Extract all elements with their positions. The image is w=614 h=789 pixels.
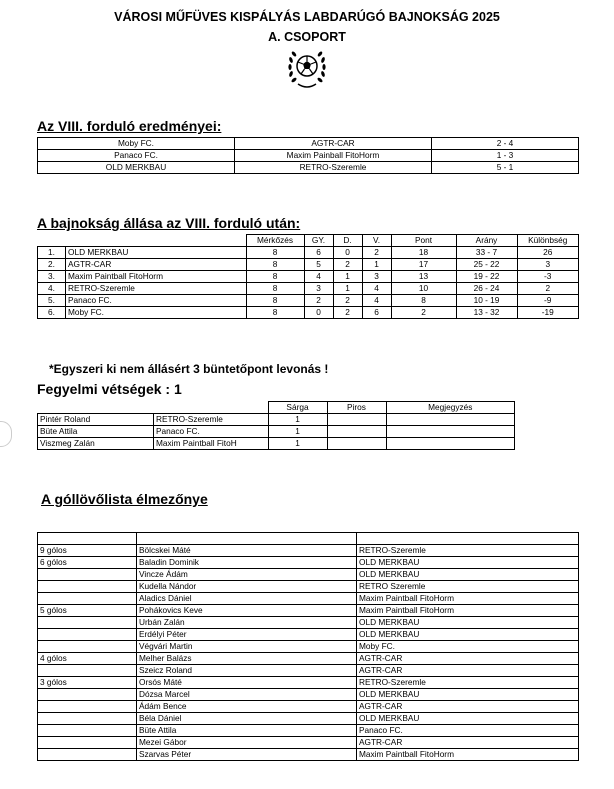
score: 5 - 1 [432,162,579,174]
goal-count: 9 gólos [38,545,137,557]
note [386,438,515,450]
team-name: Moby FC. [66,307,247,319]
position: 5. [38,295,66,307]
discipline-heading: Fegyelmi vétségek : 1 [37,381,182,397]
team-name: OLD MERKBAU [357,629,579,641]
team-name: Maxim Paintball FitoH [154,438,269,450]
position: 2. [38,259,66,271]
player-name: Vincze Ádám [137,569,357,581]
away-team: Maxim Painball FitoHorm [235,150,432,162]
home-team: Panaco FC. [38,150,235,162]
team-name: RETRO-Szeremle [357,545,579,557]
goal-count [38,689,137,701]
ratio: 26 - 24 [456,283,517,295]
goal-count [38,749,137,761]
page-subtitle: A. CSOPORT [268,30,346,44]
lost: 4 [362,295,391,307]
goal-count: 4 gólos [38,653,137,665]
table-row [38,438,515,450]
position: 6. [38,307,66,319]
table-row [38,295,579,307]
difference: -19 [517,307,579,319]
team-name: Maxim Paintball FitoHorm [357,749,579,761]
table-row [38,307,579,319]
standings-heading: A bajnokság állása az VIII. forduló után: [37,215,301,231]
player-name: Erdélyi Péter [137,629,357,641]
table-row [38,629,579,641]
yellow-cards: 1 [268,414,327,426]
scorers-table [37,532,579,761]
table-row [38,271,579,283]
points: 8 [391,295,456,307]
player-name: Mezei Gábor [137,737,357,749]
table-row [38,569,579,581]
team-name: RETRO-Szeremle [66,283,247,295]
goal-count: 3 gólos [38,677,137,689]
red-cards [327,426,386,438]
team-name: RETRO-Szeremle [154,414,269,426]
lost: 4 [362,283,391,295]
won: 2 [304,295,333,307]
table-row [38,749,579,761]
col-header: Sárga [268,402,327,414]
goal-count [38,665,137,677]
table-row [38,557,579,569]
team-name: Moby FC. [357,641,579,653]
table-row [38,725,579,737]
table-row [38,653,579,665]
table-header-row [38,402,515,414]
table-row [38,581,579,593]
team-name: OLD MERKBAU [357,689,579,701]
away-team: RETRO-Szeremle [235,162,432,174]
col-header: Különbség [517,235,579,247]
table-row [38,605,579,617]
player-name: Orsós Máté [137,677,357,689]
lost: 6 [362,307,391,319]
team-name: AGTR-CAR [357,737,579,749]
player-name: Urbán Zalán [137,617,357,629]
player-name: Béla Dániel [137,713,357,725]
team-name: Maxim Paintball FitoHorm [66,271,247,283]
goal-count [38,581,137,593]
player-name: Bölcskei Máté [137,545,357,557]
table-row [38,283,579,295]
goal-count [38,725,137,737]
team-name: RETRO-Szeremle [357,677,579,689]
table-row [38,150,579,162]
position: 4. [38,283,66,295]
goal-count [38,533,137,545]
difference: 2 [517,283,579,295]
points: 18 [391,247,456,259]
ratio: 33 - 7 [456,247,517,259]
team-name: RETRO Szeremle [357,581,579,593]
goal-count [38,629,137,641]
col-header: GY. [304,235,333,247]
difference: 26 [517,247,579,259]
goal-count [38,569,137,581]
yellow-cards: 1 [268,438,327,450]
table-row [38,533,579,545]
table-row [38,713,579,725]
played: 8 [246,283,304,295]
goal-count [38,737,137,749]
table-row [38,545,579,557]
goal-count [38,593,137,605]
results-heading: Az VIII. forduló eredményei: [37,118,222,134]
team-name: Panaco FC. [66,295,247,307]
scorers-heading: A góllövőlista élmezőnye [41,491,208,507]
played: 8 [246,259,304,271]
table-row [38,617,579,629]
draw: 2 [333,307,362,319]
table-row [38,414,515,426]
table-row [38,247,579,259]
col-header: V. [362,235,391,247]
draw: 1 [333,271,362,283]
table-row [38,677,579,689]
col-header: Mérkőzés [246,235,304,247]
player-name: Végvári Martin [137,641,357,653]
points: 10 [391,283,456,295]
goal-count: 6 gólos [38,557,137,569]
yellow-cards: 1 [268,426,327,438]
player-name: Szarvas Péter [137,749,357,761]
table-row [38,162,579,174]
red-cards [327,438,386,450]
draw: 2 [333,295,362,307]
player-name [137,533,357,545]
lost: 3 [362,271,391,283]
player-name: Pohákovics Keve [137,605,357,617]
player-name: Baladin Dominik [137,557,357,569]
lost: 2 [362,247,391,259]
goal-count [38,641,137,653]
away-team: AGTR-CAR [235,138,432,150]
team-name: Maxim Paintball FitoHorm [357,605,579,617]
col-header: Pont [391,235,456,247]
won: 5 [304,259,333,271]
played: 8 [246,247,304,259]
ratio: 13 - 32 [456,307,517,319]
player-name: Szeicz Roland [137,665,357,677]
home-team: OLD MERKBAU [38,162,235,174]
team-name [357,533,579,545]
team-name: OLD MERKBAU [357,569,579,581]
lost: 1 [362,259,391,271]
team-name: AGTR-CAR [357,665,579,677]
team-name: OLD MERKBAU [357,557,579,569]
points: 13 [391,271,456,283]
discipline-table [37,401,515,450]
score: 2 - 4 [432,138,579,150]
draw: 1 [333,283,362,295]
score: 1 - 3 [432,150,579,162]
player-name: Viszmeg Zalán [38,438,154,450]
team-name: OLD MERKBAU [357,713,579,725]
goal-count [38,701,137,713]
team-name: AGTR-CAR [357,653,579,665]
side-scroll-handle[interactable] [0,421,12,447]
won: 4 [304,271,333,283]
note [386,426,515,438]
player-name: Büte Attila [38,426,154,438]
goal-count [38,713,137,725]
table-row [38,689,579,701]
player-name: Dózsa Marcel [137,689,357,701]
red-cards [327,414,386,426]
difference: 3 [517,259,579,271]
ratio: 19 - 22 [456,271,517,283]
ratio: 25 - 22 [456,259,517,271]
difference: -9 [517,295,579,307]
player-name: Pintér Roland [38,414,154,426]
points: 17 [391,259,456,271]
team-name: AGTR-CAR [357,701,579,713]
table-row [38,259,579,271]
played: 8 [246,295,304,307]
standings-table [37,234,579,319]
draw: 2 [333,259,362,271]
team-name: OLD MERKBAU [357,617,579,629]
note [386,414,515,426]
played: 8 [246,307,304,319]
table-row [38,737,579,749]
won: 3 [304,283,333,295]
table-row [38,426,515,438]
team-name: OLD MERKBAU [66,247,247,259]
draw: 0 [333,247,362,259]
goal-count: 5 gólos [38,605,137,617]
col-header: Arány [456,235,517,247]
table-row [38,641,579,653]
team-name: Maxim Paintball FitoHorm [357,593,579,605]
points: 2 [391,307,456,319]
table-row [38,701,579,713]
col-header: D. [333,235,362,247]
team-name: AGTR-CAR [66,259,247,271]
position: 3. [38,271,66,283]
won: 6 [304,247,333,259]
team-name: Panaco FC. [154,426,269,438]
penalty-notice: *Egyszeri ki nem állásért 3 büntetőpont levonás ! [49,362,329,376]
played: 8 [246,271,304,283]
player-name: Ádám Bence [137,701,357,713]
home-team: Moby FC. [38,138,235,150]
col-header: Piros [327,402,386,414]
difference: -3 [517,271,579,283]
team-name: Panaco FC. [357,725,579,737]
page-title: VÁROSI MŰFÜVES KISPÁLYÁS LABDARÚGÓ BAJNOKSÁG 2025 [114,10,500,24]
player-name: Aladics Dániel [137,593,357,605]
table-row [38,665,579,677]
player-name: Büte Attila [137,725,357,737]
player-name: Kudella Nándor [137,581,357,593]
player-name: Melher Balázs [137,653,357,665]
table-header-row [38,235,579,247]
ratio: 10 - 19 [456,295,517,307]
table-row [38,593,579,605]
soccer-ball-laurel-icon [282,46,332,92]
table-row [38,138,579,150]
won: 0 [304,307,333,319]
goal-count [38,617,137,629]
col-header: Megjegyzés [386,402,515,414]
position: 1. [38,247,66,259]
results-table [37,137,579,174]
